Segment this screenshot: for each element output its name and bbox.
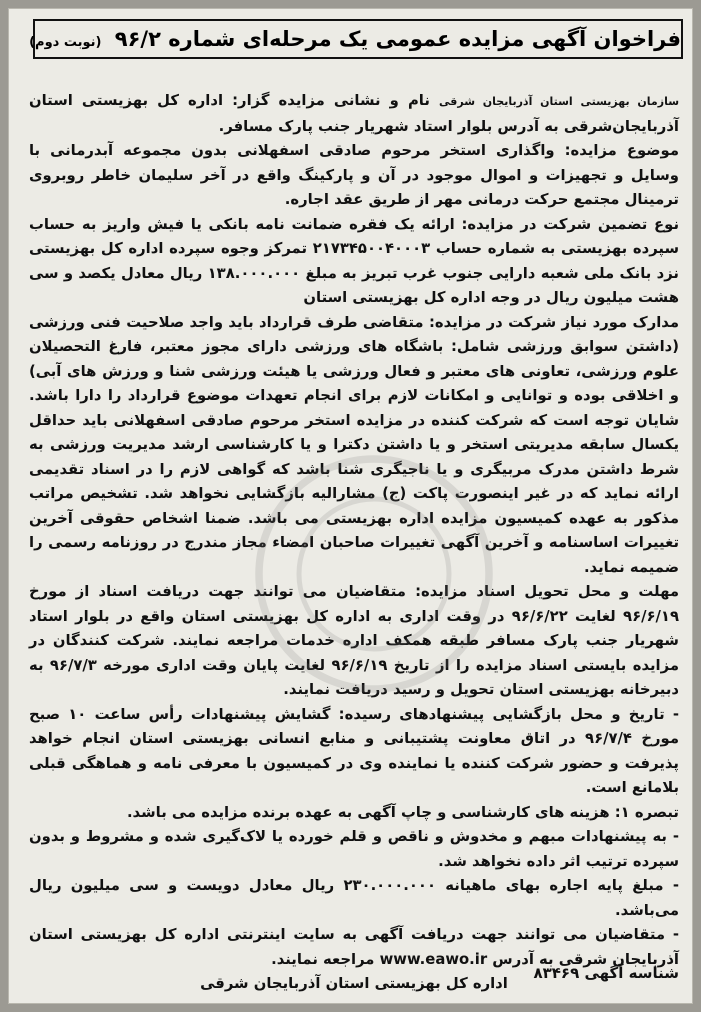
paragraph-4 [29, 580, 679, 703]
paragraph-text: گشایش پیشنهادات رأس ساعت ۱۰ صبح مورخ ۹۶/۷/۴ در اتاق معاونت پشتیبانی و منابع انسانی بهزیستی استان انجام خواهد پذیرفت و حضور شرکت کننده یا نماینده وی در کمیسیون با معرفی نامه و هماهگی قبلی بلامانع است. [29, 705, 679, 796]
announcement-title [29, 19, 683, 59]
paragraph-8 [29, 874, 679, 923]
paragraph-text: - مبلغ پایه اجاره بهای ماهیانه ۲۳۰.۰۰۰.۰۰۰ ریال معادل دویست و سی میلیون ریال می‌باشد. [29, 877, 679, 919]
paragraph-label: - تاریخ و محل بازگشایی پیشنهادهای رسیده: [338, 705, 680, 723]
paragraph-label: نام و نشانی مزایده گزار: [232, 92, 430, 109]
paragraph-text: متقاضی طرف قرارداد باید واجد صلاحیت فنی ورزشی (داشتن سوابق ورزشی شامل: باشگاه های ورزشی دارای مجوز معتبر، فارغ التحصیلان علوم ورزشی، تعاونی های معتبر و فعال ورزشی یا هیئت ورزشی شنا و ورزش های آبی) و اخلاقی بوده و توانایی و امکانات لازم برای انجام تعهدات موضوع قرارداد را دارا باشد. شایان توجه است که شرکت کننده در مزایده استخر مرحوم صادقی اسفهلانی باید حداقل یکسال سابقه مدیریتی استخر و یا داشتن دکترا و یا کارشناسی ارشد مدیریت ورزشی به شرط داشتن مدرک مربیگری و یا ناجیگری شنا باشد که گواهی لازم را در اسناد تقدیمی ارائه نماید که در غیر اینصورت پاکت (ج) مشارالیه بازگشایی نخواهد شد. تشخیص مراتب مذکور به عهده کمیسیون مزایده اداره بهزیستی می باشد. ضمنا اشخاص حقوقی آخرین تغییرات اساسنامه و آخرین آگهی تغییرات صاحبان امضاء مجاز مندرج در روزنامه رسمی را ضمیمه نماید. [29, 313, 679, 576]
paragraph-label: تبصره ۱: [614, 803, 679, 821]
newspaper-clipping [8, 8, 693, 1004]
paragraph-label: مهلت و محل تحویل اسناد مزایده: [415, 583, 679, 600]
paragraph-text: متقاضیان می توانند جهت دریافت اسناد از مورخ ۹۶/۶/۱۹ لغایت ۹۶/۶/۲۲ در وقت اداری به اداره کل بهزیستی استان واقع در بلوار استاد شهریار جنب پارک مسافر طبقه همکف اداره خدمات مراجعه نمایند. شرکت کنندگان در مزایده بایستی اسناد مزایده را از تاریخ ۹۶/۶/۱۹ لغایت پایان وقت اداری مورخه ۹۶/۷/۳ به دبیرخانه بهزیستی استان تحویل و رسید دریافت نمایند. [29, 583, 679, 698]
paragraph-1 [29, 139, 679, 213]
title-text: فراخوان آگهی مزایده عمومی یک مرحله‌ای شماره ۹۶/۲ [114, 27, 681, 51]
paragraph-text: - به پیشنهادات مبهم و مخدوش و ناقص و قلم خورده یا لاک‌گیری شده و مشروط و بدون سپرده ترتیب اثر داده نخواهد شد. [29, 828, 679, 870]
paragraph-text: ارائه یک فقره ضمانت نامه بانکی یا فیش واریز به حساب سپرده بهزیستی به شماره حساب ۲۱۷۳۴۵۰۰۴۰۰۰۳ تمرکز وجوه سپرده اداره کل بهزیستی نزد بانک ملی شعبه دارایی جنوب غرب تبریز به مبلغ ۱۳۸.۰۰۰.۰۰۰ ریال معادل یکصد و سی هشت میلیون ریال در وجه اداره کل بهزیستی استان [29, 215, 679, 306]
ad-id: شناسه آگهی ۸۳۴۶۹ [533, 964, 679, 982]
paragraph-text: - متقاضیان می توانند جهت دریافت آگهی به سایت اینترنتی اداره کل بهزیستی استان آذربایجان شرقی به آدرس www.eawo.ir مراجعه نمایند. [29, 926, 679, 968]
paragraph-label: نوع تضمین شرکت در مزایده: [461, 215, 679, 233]
org-line: سازمان بهزیستی استان آذربایجان شرقی [439, 95, 680, 108]
paragraph-2 [29, 213, 679, 311]
paragraph-3 [29, 311, 679, 581]
paragraph-label: مدارک مورد نیاز شرکت در مزایده: [429, 313, 679, 331]
header-frame [29, 19, 683, 99]
paragraph-0 [29, 89, 679, 139]
signature: اداره کل بهزیستی استان آذربایجان شرقی [200, 975, 508, 992]
title-subtitle: (نوبت دوم) [29, 35, 102, 50]
paragraph-label: موضوع مزایده: [564, 142, 679, 159]
paragraph-7 [29, 825, 679, 874]
paragraph-text: واگذاری استخر مرحوم صادقی اسفهلانی بدون مجموعه آبدرمانی با وسایل و تجهیزات و اموال موجود در آن و پارکینگ واقع در آخر سلیمان خاطر روبروی ترمینال مجتمع حرکت درمانی مهر از طریق عقد اجاره. [29, 142, 679, 208]
paragraph-text: هزینه های کارشناسی و چاپ آگهی به عهده برنده مزایده می باشد. [126, 803, 615, 821]
paragraph-6 [29, 801, 679, 826]
paragraph-5 [29, 703, 679, 801]
paragraph-text: اداره کل بهزیستی استان آذربایجان‌شرقی به آدرس بلوار استاد شهریار جنب پارک مسافر. [29, 92, 679, 135]
